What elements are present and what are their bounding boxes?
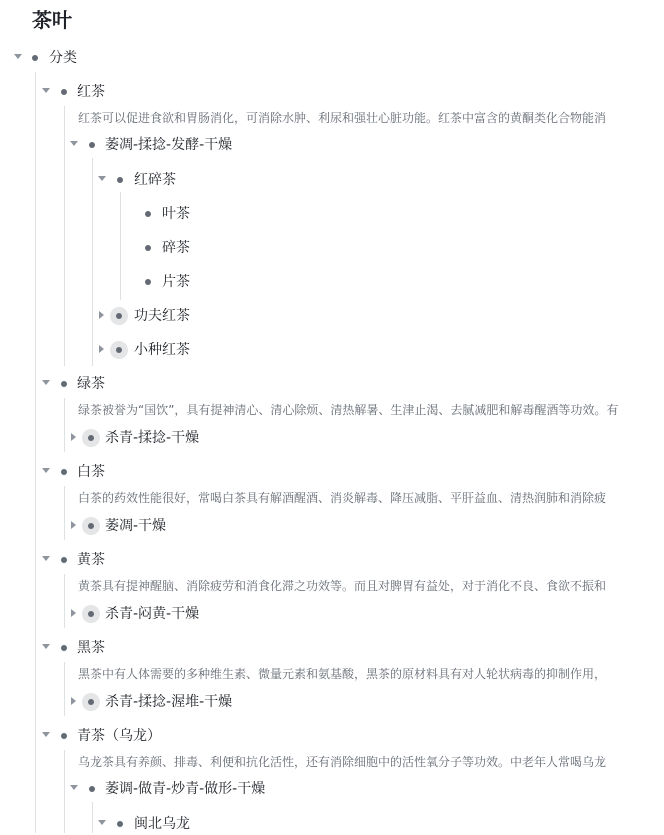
tree-node-green-tea[interactable]: [0, 373, 664, 395]
tree-node-white-process[interactable]: [0, 515, 664, 537]
bullet-icon[interactable]: [61, 469, 67, 475]
tree-node-yellow-process[interactable]: [0, 603, 664, 625]
expand-arrow-icon[interactable]: [99, 345, 104, 353]
node-label: 红茶: [77, 84, 105, 100]
node-note: 乌龙茶具有养颜、排毒、利便和抗化活性，还有消除细胞中的活性氧分子等功效。中老年人常喝乌龙: [78, 755, 607, 769]
collapsed-bullet-icon[interactable]: [82, 605, 100, 623]
tree-node-green-process[interactable]: [0, 427, 664, 449]
bullet-icon[interactable]: [145, 279, 151, 285]
node-label: 黄茶: [77, 552, 105, 568]
bullet-icon[interactable]: [32, 55, 38, 61]
node-label: 青茶（乌龙）: [77, 728, 161, 744]
tree-node-minbei-oolong[interactable]: [0, 813, 664, 835]
collapsed-bullet-icon[interactable]: [110, 307, 128, 325]
node-label: 白茶: [77, 464, 105, 480]
node-label: 红碎茶: [134, 172, 176, 188]
tree-node-dark-tea[interactable]: [0, 637, 664, 659]
tree-node-gongfu-black-tea[interactable]: [0, 305, 664, 327]
collapse-arrow-icon[interactable]: [42, 88, 50, 93]
collapse-arrow-icon[interactable]: [42, 468, 50, 473]
tree-node-dark-process[interactable]: [0, 691, 664, 713]
bullet-icon[interactable]: [145, 211, 151, 217]
collapse-arrow-icon[interactable]: [98, 820, 106, 825]
node-note: 白茶的药效性能很好，常喝白茶具有解酒醒酒、消炎解毒、降压减脂、平肝益血、清热润肺和消除疲: [78, 491, 607, 505]
expand-arrow-icon[interactable]: [71, 433, 76, 441]
node-label: 叶茶: [162, 206, 190, 222]
tree-node-white-tea[interactable]: [0, 461, 664, 483]
node-note: 黄茶具有提神醒脑、消除疲劳和消食化滞之功效等。而且对脾胃有益处，对于消化不良、食欲不振和: [78, 579, 607, 593]
tree-node-oolong-process[interactable]: [0, 778, 664, 800]
bullet-icon[interactable]: [61, 89, 67, 95]
bullet-icon[interactable]: [61, 381, 67, 387]
collapse-arrow-icon[interactable]: [42, 732, 50, 737]
tree-node-category[interactable]: [0, 47, 664, 69]
node-label: 闽北乌龙: [134, 816, 190, 832]
node-label: 杀青-揉捻-干燥: [105, 430, 200, 446]
node-label: 功夫红茶: [134, 308, 190, 324]
expand-arrow-icon[interactable]: [71, 521, 76, 529]
collapse-arrow-icon[interactable]: [14, 54, 22, 59]
node-label: 萎凋-揉捻-发酵-干燥: [105, 137, 233, 153]
tree-node-red-process[interactable]: [0, 134, 664, 156]
bullet-icon[interactable]: [61, 557, 67, 563]
tree-node-broken-black-tea[interactable]: [0, 169, 664, 191]
node-label: 分类: [49, 50, 77, 66]
node-label: 碎茶: [162, 240, 190, 256]
bullet-icon[interactable]: [89, 786, 95, 792]
node-label: 片茶: [162, 274, 190, 290]
tree-node-crushed-tea[interactable]: [0, 237, 664, 259]
collapse-arrow-icon[interactable]: [98, 176, 106, 181]
bullet-icon[interactable]: [117, 177, 123, 183]
collapsed-bullet-icon[interactable]: [82, 429, 100, 447]
bullet-icon[interactable]: [89, 142, 95, 148]
tree-node-souchong-black-tea[interactable]: [0, 339, 664, 361]
expand-arrow-icon[interactable]: [71, 697, 76, 705]
node-label: 黑茶: [77, 640, 105, 656]
tree-node-oolong-tea[interactable]: [0, 725, 664, 747]
bullet-icon[interactable]: [61, 733, 67, 739]
tree-node-yellow-tea[interactable]: [0, 549, 664, 571]
node-note: 红茶可以促进食欲和胃肠消化，可消除水肿、利尿和强壮心脏功能。红茶中富含的黄酮类化合物能消: [78, 111, 607, 125]
collapsed-bullet-icon[interactable]: [110, 341, 128, 359]
bullet-icon[interactable]: [117, 821, 123, 827]
collapse-arrow-icon[interactable]: [70, 141, 78, 146]
expand-arrow-icon[interactable]: [99, 311, 104, 319]
node-label: 萎凋-干燥: [105, 518, 167, 534]
node-label: 小种红茶: [134, 342, 190, 358]
node-label: 杀青-揉捻-渥堆-干燥: [105, 694, 233, 710]
node-label: 杀青-闷黄-干燥: [105, 606, 200, 622]
node-label: 绿茶: [77, 376, 105, 392]
bullet-icon[interactable]: [145, 245, 151, 251]
collapse-arrow-icon[interactable]: [70, 785, 78, 790]
expand-arrow-icon[interactable]: [71, 609, 76, 617]
node-note: 黑茶中有人体需要的多种维生素、微量元素和氨基酸，黑茶的原材料具有对人轮状病毒的抑制作用，: [78, 667, 607, 681]
collapsed-bullet-icon[interactable]: [82, 693, 100, 711]
node-label: 萎调-做青-炒青-做形-干燥: [105, 781, 266, 797]
bullet-icon[interactable]: [61, 645, 67, 651]
collapse-arrow-icon[interactable]: [42, 556, 50, 561]
page-title: 茶叶: [32, 8, 72, 32]
collapsed-bullet-icon[interactable]: [82, 517, 100, 535]
node-note: 绿茶被誉为“国饮”，具有提神清心、清心除烦、清热解暑、生津止渴、去腻减肥和解毒醒酒等功效。有: [78, 403, 619, 417]
collapse-arrow-icon[interactable]: [42, 380, 50, 385]
collapse-arrow-icon[interactable]: [42, 644, 50, 649]
tree-node-leaf-tea[interactable]: [0, 203, 664, 225]
tree-node-piece-tea[interactable]: [0, 271, 664, 293]
tree-node-red-tea[interactable]: [0, 81, 664, 103]
